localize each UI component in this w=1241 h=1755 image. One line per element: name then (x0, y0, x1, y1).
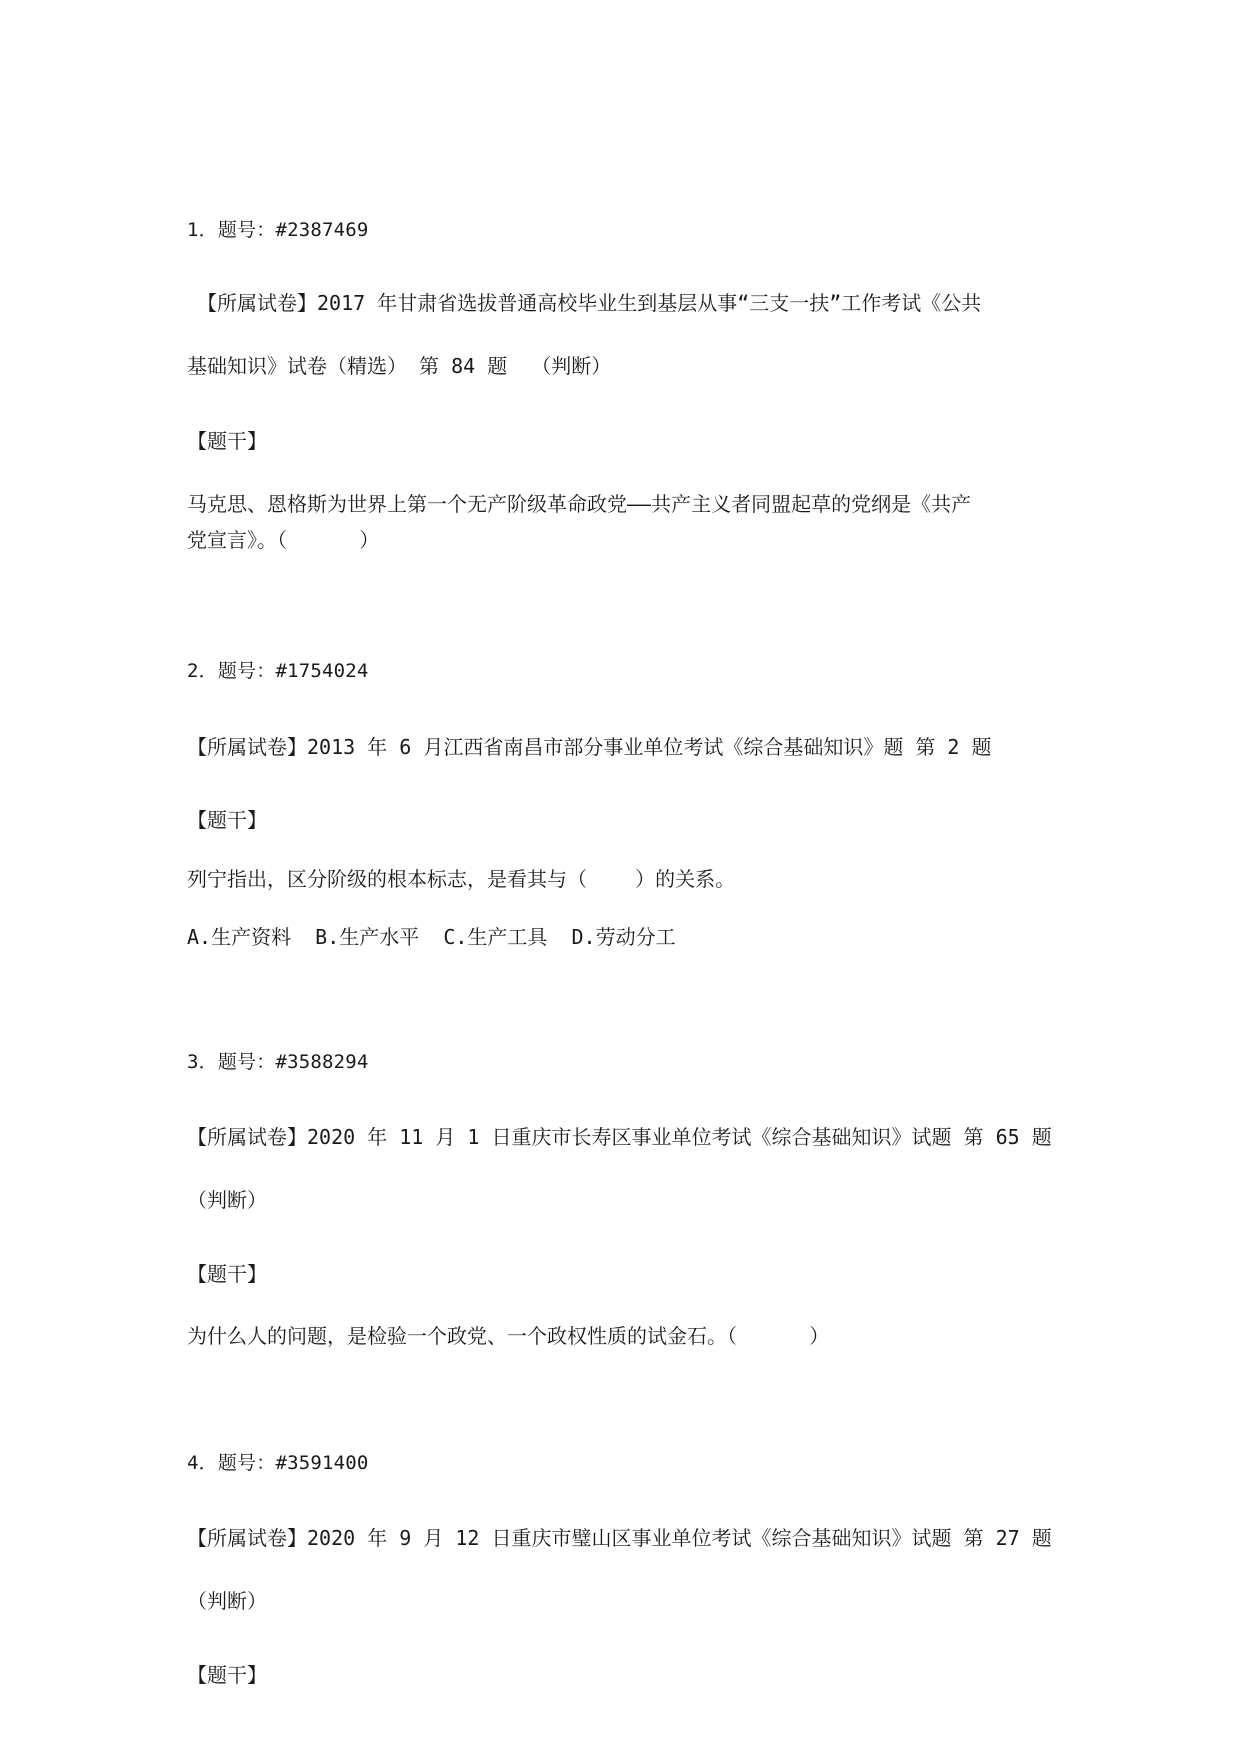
question-3-stem-label: 【题干】 (187, 1262, 267, 1286)
question-2-stem-line-1: 列宁指出，区分阶级的根本标志，是看其与（ ）的关系。 (187, 867, 736, 891)
question-1-header: 1．题号：#2387469 (187, 219, 369, 241)
question-3-header: 3．题号：#3588294 (187, 1051, 369, 1073)
question-2-source-line-1: 【所属试卷】2013 年 6 月江西省南昌市部分事业单位考试《综合基础知识》题 第 2 题 (187, 735, 992, 759)
question-3-source-line-1: 【所属试卷】2020 年 11 月 1 日重庆市长寿区事业单位考试《综合基础知识》试题 第 65 题 (187, 1125, 1052, 1149)
question-3-source-line-2: （判断） (187, 1188, 267, 1212)
question-2-options: A.生产资料 B.生产水平 C.生产工具 D.劳动分工 (187, 925, 676, 949)
question-1-stem-line-1: 马克思、恩格斯为世界上第一个无产阶级革命政党——共产主义者同盟起草的党纲是《共产 (187, 492, 972, 516)
question-4-source-line-2: （判断） (187, 1589, 267, 1613)
question-2-stem-label: 【题干】 (187, 808, 267, 832)
question-4-stem-label: 【题干】 (187, 1663, 267, 1687)
question-4-source-line-1: 【所属试卷】2020 年 9 月 12 日重庆市璧山区事业单位考试《综合基础知识》试题 第 27 题 (187, 1526, 1052, 1550)
question-1-source-line-2: 基础知识》试卷（精选） 第 84 题 （判断） (187, 354, 612, 378)
question-2-header: 2．题号：#1754024 (187, 660, 369, 682)
question-1-stem-line-2: 党宣言》。（ ） (187, 528, 380, 552)
question-3-stem-line-1: 为什么人的问题，是检验一个政党、一个政权性质的试金石。（ ） (187, 1324, 830, 1348)
question-1-source-line-1: 【所属试卷】2017 年甘肃省选拔普通高校毕业生到基层从事“三支一扶”工作考试《公共 (187, 291, 982, 315)
question-4-header: 4．题号：#3591400 (187, 1452, 369, 1474)
question-1-stem-label: 【题干】 (187, 429, 267, 453)
